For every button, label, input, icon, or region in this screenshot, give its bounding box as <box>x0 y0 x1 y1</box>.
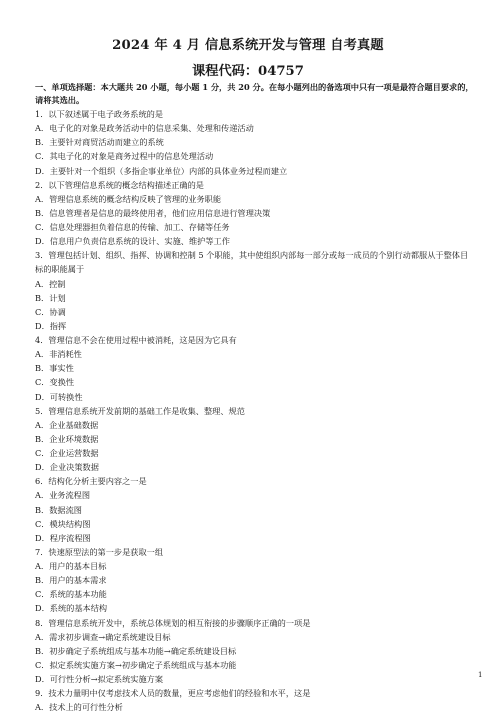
course-code: 课程代码：04757 <box>192 64 304 79</box>
option-text: C．企业运营数据 <box>35 448 99 459</box>
option-text: A．需求初步调查→确定系统建设目标 <box>35 631 171 642</box>
option-text: D．企业决策数据 <box>35 462 99 473</box>
question-text: 2．以下管理信息系统的概念结构描述正确的是 <box>35 179 204 190</box>
option-text: A．电子化的对象是政务活动中的信息采集、处理和传递活动 <box>35 123 254 134</box>
option-text: B．企业环境数据 <box>35 433 99 444</box>
option-text: B．用户的基本需求 <box>35 575 107 586</box>
question-list <box>35 107 475 714</box>
question-text: 6．结构化分析主要内容之一是 <box>35 476 147 487</box>
option-text: B．信息管理者是信息的最终使用者，他们应用信息进行管理决策 <box>35 207 271 218</box>
question-text: 4．管理信息不会在使用过程中被消耗，这是因为它具有 <box>35 335 237 346</box>
option-text: A．控制 <box>35 278 66 289</box>
option-text: D．可转换性 <box>35 391 83 402</box>
option-text: D．指挥 <box>35 320 67 331</box>
option-text: D．系统的基本结构 <box>35 603 108 614</box>
option-text: B．计划 <box>35 292 66 303</box>
option-text: C．拟定系统实施方案→初步确定子系统组成与基本功能 <box>35 659 237 670</box>
option-text: D．信息用户负责信息系统的设计、实施、维护等工作 <box>35 236 230 247</box>
option-text: A．技术上的可行性分析 <box>35 702 123 713</box>
page-number: 1 <box>478 671 483 679</box>
question-text: 7．快速原型法的第一步是获取一组 <box>35 546 164 557</box>
option-text: C．系统的基本功能 <box>35 589 107 600</box>
option-text: A．业务流程图 <box>35 490 91 501</box>
question-text: 5．管理信息系统开发前期的基础工作是收集、整理、规范 <box>35 405 245 416</box>
option-text: B．初步确定子系统组成与基本功能→确定系统建设目标 <box>35 645 237 656</box>
section-header: 一、单项选择题：本大题共 20 小题，每小题 1 分，共 20 分。在每小题列出的备选项中只有一项是最符合题目要求的，请将其选出。 <box>35 82 474 106</box>
option-text: B．数据流图 <box>35 504 82 515</box>
option-text: C．其电子化的对象是商务过程中的信息处理活动 <box>35 151 214 162</box>
option-text: B．主要针对商贸活动而建立的系统 <box>35 137 164 148</box>
question-text: 3．管理包括计划、组织、指挥、协调和控制 5 个职能，其中使组织内部每一部分或每一成员的个别行动都服从于整体目标的职能属于 <box>35 250 469 275</box>
question-text: 8．管理信息系统开发中，系统总体规划的相互衔接的步骤顺序正确的一项是 <box>35 617 311 628</box>
document-title: 2024 年 4 月 信息系统开发与管理 自考真题 <box>112 38 384 53</box>
option-text: A．管理信息系统的概念结构反映了管理的业务职能 <box>35 193 222 204</box>
option-text: A．非消耗性 <box>35 349 82 360</box>
option-text: B．事实性 <box>35 363 74 374</box>
option-text: D．主要针对一个组织（多指企事业单位）内部的具体业务过程而建立 <box>35 165 288 176</box>
option-text: C．变换性 <box>35 377 75 388</box>
option-text: C．模块结构图 <box>35 518 91 529</box>
option-text: C．协调 <box>35 306 66 317</box>
question-text: 1．以下叙述属于电子政务系统的是 <box>35 109 164 119</box>
question-text: 9．技术力量明中仅考虑技术人员的数量，更应考虑他们的经验和水平，这是 <box>35 688 311 699</box>
option-text: D．程序流程图 <box>35 532 91 543</box>
option-text: A．企业基础数据 <box>35 419 99 430</box>
option-text: D．可行性分析→拟定系统实施方案 <box>35 674 164 685</box>
option-text: C．信息处理器担负着信息的传输、加工、存储等任务 <box>35 222 230 232</box>
option-text: A．用户的基本目标 <box>35 561 107 572</box>
